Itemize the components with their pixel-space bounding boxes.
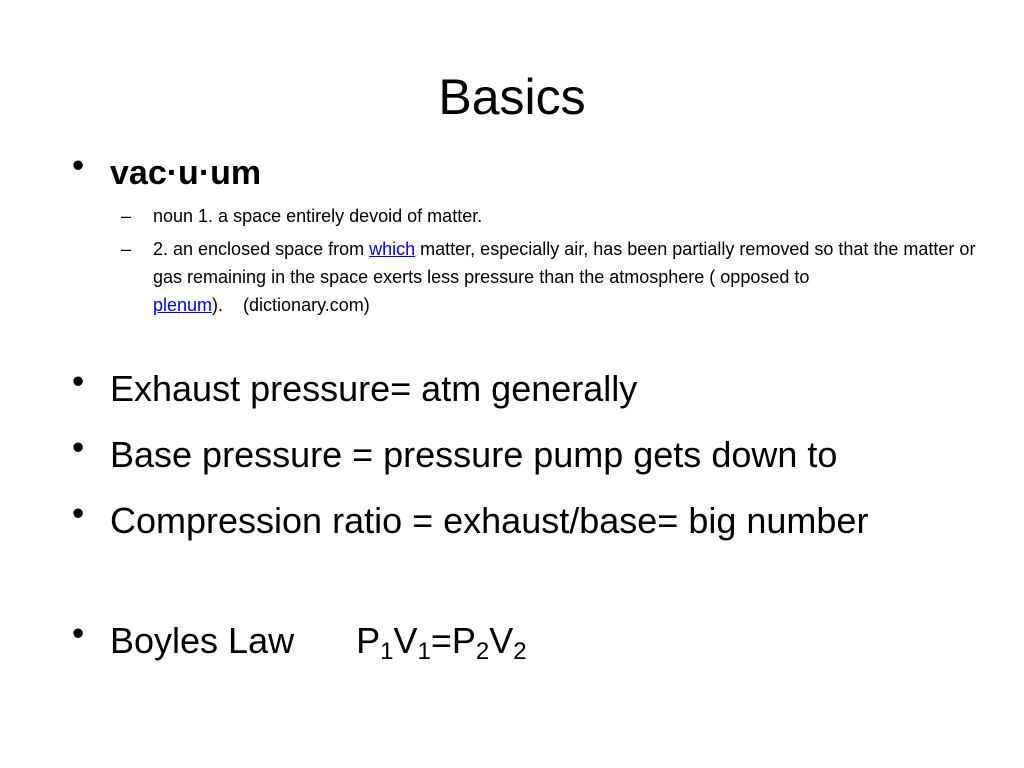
bullet-marker: • <box>72 494 85 533</box>
boyles-law-label: Boyles Law <box>110 620 295 661</box>
definition-2-text: matter, especially air, has been partially removed so that the matter or gas remaining in the space exerts less pressure than the atmosphere ( opposed to <box>153 239 976 287</box>
bullet-marker: • <box>72 428 85 467</box>
slide-title: Basics <box>438 69 586 125</box>
dash-marker: – <box>121 206 132 226</box>
definition-2-source: ). (dictionary.com) <box>212 295 370 315</box>
which-link[interactable]: which <box>369 239 416 259</box>
plenum-link[interactable]: plenum <box>153 295 213 315</box>
bullet-marker: • <box>72 614 85 653</box>
definition-2-text: 2. an enclosed space from <box>153 239 370 259</box>
exhaust-pressure-item: Exhaust pressure= atm generally <box>110 368 638 409</box>
boyles-equation: $P_1V_1=P_2V_2$ <box>356 620 527 665</box>
compression-ratio-item: Compression ratio = exhaust/base= big number <box>110 500 869 541</box>
bullet-marker: • <box>72 146 85 185</box>
vacuum-term: vac·u·um <box>110 154 262 192</box>
boyles-law-item <box>110 614 970 668</box>
base-pressure-item: Base pressure = pressure pump gets down to <box>110 434 838 475</box>
bullet-marker: • <box>72 362 85 401</box>
dash-marker: – <box>121 239 132 259</box>
definition-1: noun 1. a space entirely devoid of matter. <box>153 206 483 226</box>
definition-2 <box>153 235 983 319</box>
